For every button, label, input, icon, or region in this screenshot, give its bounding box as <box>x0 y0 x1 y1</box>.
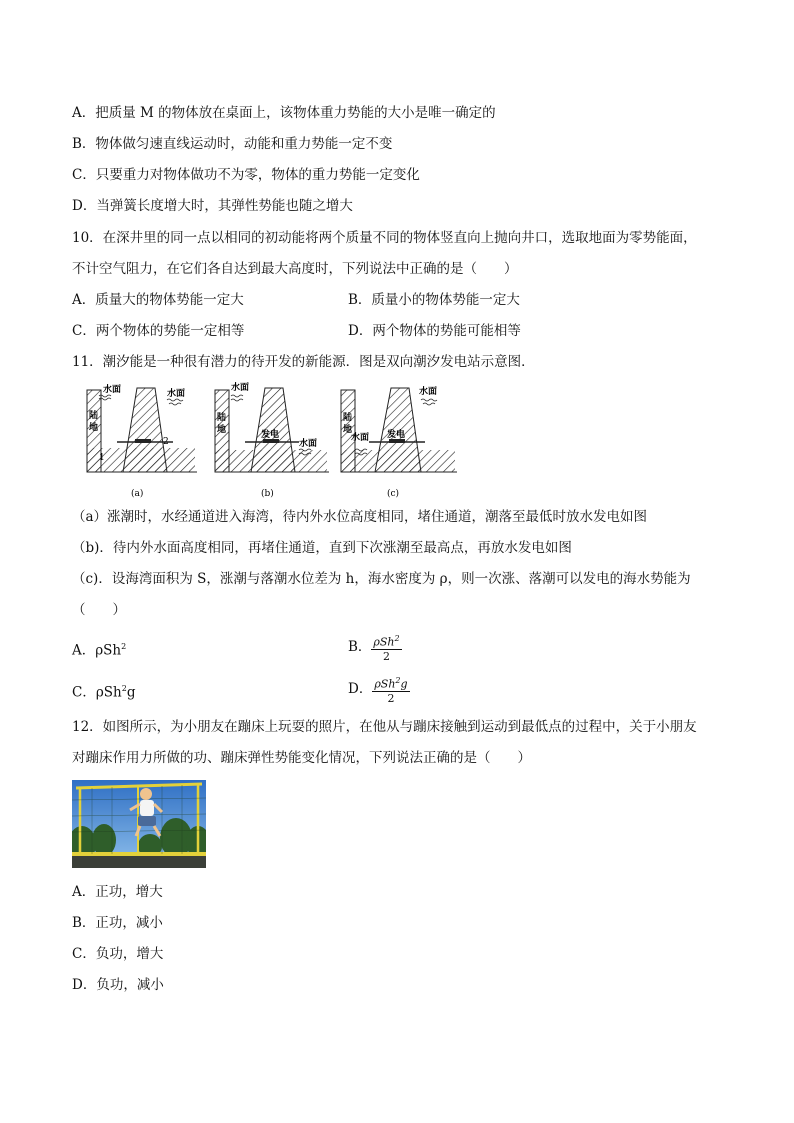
q10-option-b: B．质量小的物体势能一定大 <box>348 292 520 308</box>
q11-option-b-num: ρSh <box>373 635 395 649</box>
q11-option-c-tail: g <box>126 684 136 701</box>
panel-c-power-label: 发电 <box>387 430 406 440</box>
q11-option-b-den: 2 <box>383 649 391 663</box>
q9-option-d: D．当弹簧长度增大时，其弹性势能也随之增大 <box>72 198 353 214</box>
panel-b-land-bottom: 地 <box>217 425 227 435</box>
q11-stem: 11．潮汐能是一种很有潜力的待开发的新能源．图是双向潮汐发电站示意图． <box>72 354 535 370</box>
q11-option-a-exp: 2 <box>121 642 127 651</box>
q12-option-c: C．负功，增大 <box>72 946 164 962</box>
q11-option-b-exp: 2 <box>394 634 400 643</box>
q11-paren: （ ） <box>72 602 126 618</box>
q11-option-d-num: ρSh <box>374 677 396 691</box>
panel-c-caption: (c) <box>387 489 400 499</box>
q11-option-d-exp: 2 <box>395 676 401 685</box>
q11-option-c <box>72 679 135 703</box>
q10-option-a: A．质量大的物体势能一定大 <box>72 292 244 308</box>
panel-a-land-bottom: 地 <box>89 423 99 433</box>
q11-option-d-den: 2 <box>387 691 395 705</box>
q11-paragraph-b: （b)．待内外水面高度相同，再堵住通道，直到下次涨潮至最高点，再放水发电如图 <box>72 540 572 556</box>
trampoline-photo <box>72 780 206 868</box>
tidal-station-diagram <box>85 380 460 500</box>
q11-option-c-exp: 2 <box>121 684 127 693</box>
q11-option-b-fraction <box>371 632 401 663</box>
panel-b-land-top: 陆 <box>217 413 227 423</box>
diagram-panel-c <box>341 385 457 499</box>
panel-c-water-left: 水面 <box>351 433 370 443</box>
q10-stem-line2: 不计空气阻力，在它们各自达到最大高度时，下列说法中正确的是（ ） <box>72 261 518 277</box>
q11-option-d-label: D． <box>348 680 373 697</box>
q12-stem-line2: 对蹦床作用力所做的功、蹦床弹性势能变化情况，下列说法正确的是（ ） <box>72 750 531 766</box>
panel-b-water-right: 水面 <box>299 439 318 449</box>
q12-stem-line1: 12．如图所示，为小朋友在蹦床上玩耍的照片，在他从与蹦床接触到运动到最低点的过程中，关于小朋友 <box>72 719 697 735</box>
q11-option-a <box>72 637 126 661</box>
q11-option-b <box>348 632 402 663</box>
q11-option-d-fraction <box>372 674 409 705</box>
q9-option-b: B．物体做匀速直线运动时，动能和重力势能一定不变 <box>72 136 393 152</box>
q11-paragraph-c: （c)．设海湾面积为 S，涨潮与落潮水位差为 h，海水密度为 ρ，则一次涨、落潮可以发电的海水势能为 <box>72 571 691 587</box>
panel-b-water-left: 水面 <box>231 383 250 393</box>
q12-option-d: D．负功，减小 <box>72 977 164 993</box>
q10-option-c: C．两个物体的势能一定相等 <box>72 323 245 339</box>
q11-option-c-label: C． <box>72 684 96 701</box>
q11-option-a-label: A． <box>72 642 96 659</box>
panel-c-water-right: 水面 <box>419 387 438 397</box>
q12-option-a: A．正功，增大 <box>72 884 163 900</box>
q11-option-c-expr: ρSh <box>95 684 122 701</box>
diagram-panel-a <box>87 383 197 499</box>
q11-option-a-expr: ρSh <box>95 642 122 659</box>
panel-a-number-1: 1 <box>99 453 105 463</box>
panel-a-number-2: 2 <box>163 437 169 447</box>
panel-a-water-left: 水面 <box>103 385 122 395</box>
panel-c-land-bottom: 地 <box>343 425 353 435</box>
panel-a-caption: (a) <box>131 489 144 499</box>
q9-option-a: A．把质量 M 的物体放在桌面上，该物体重力势能的大小是唯一确定的 <box>72 105 496 121</box>
panel-c-land-top: 陆 <box>343 413 353 423</box>
panel-a-water-right: 水面 <box>167 389 186 399</box>
q10-stem-line1: 10．在深井里的同一点以相同的初动能将两个质量不同的物体竖直向上抛向井口，选取地面为零势能面， <box>72 230 697 246</box>
q11-paragraph-a: （a）涨潮时，水经通道进入海湾，待内外水位高度相同，堵住通道，潮落至最低时放水发电如图 <box>72 509 648 525</box>
diagram-panel-b <box>215 381 329 499</box>
q11-option-b-label: B． <box>348 638 372 655</box>
q9-option-c: C．只要重力对物体做功不为零，物体的重力势能一定变化 <box>72 167 420 183</box>
panel-a-land-top: 陆 <box>89 411 99 421</box>
panel-b-power-label: 发电 <box>261 430 280 440</box>
q11-option-d-num-tail: g <box>400 677 408 691</box>
q12-option-b: B．正功，减小 <box>72 915 163 931</box>
panel-b-caption: (b) <box>261 489 274 499</box>
q10-option-d: D．两个物体的势能可能相等 <box>348 323 521 339</box>
q11-option-d <box>348 674 410 705</box>
